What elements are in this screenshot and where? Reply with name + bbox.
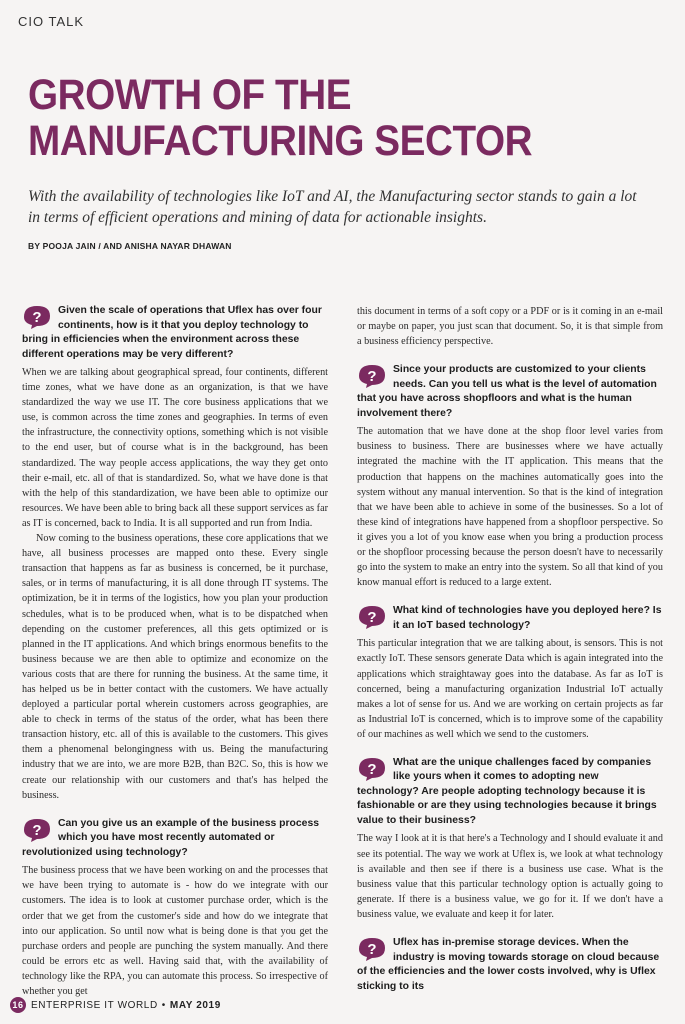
footer-bullet: •	[161, 999, 166, 1011]
question-5	[357, 756, 663, 829]
svg-text:?: ?	[367, 609, 377, 627]
question-1-text: Given the scale of operations that Uflex has over four continents, how is it that you deploy technology to bring in efficiencies when the environment across these different operations may be very different?	[22, 305, 322, 360]
question-mark-icon	[357, 363, 387, 389]
svg-text:?: ?	[367, 760, 377, 778]
answer-1-paragraph-2: Now coming to the business operations, these core applications that we have, all business processes are mapped onto these. Every single transaction that happens as far as business is concerned, be it purchase, sales, or in terms of manufacturing, it is all done through IT systems. The optimization, be it in terms of the logistics, how you plan your production schedules, what is to be produced when, what is to be dispatched when depending on the customer preferences, all this gets optimized or is planned in the IT applications. And which brings enormous benefits to the business because we are then able to optimize and economize on the various costs that are there for running the business. At the same time, it has helped us be in better contact with the customers. We have actually deployed a particular portal wherein customers across geographies, are able to check in terms of the status of the order, what has been there transaction history, etc. all of this is available to the customers. This gives them a phenomenal belongingness with us. Being the manufacturing industry that we are into, we are more B2B, than B2C. So, this is how we create our relationship with our customers and that's has helped the business.	[22, 533, 328, 801]
question-2	[22, 817, 328, 861]
question-3-text: Since your products are customized to your clients needs. Can you tell us what is the level of automation that you have across shopfloors and what is the human involvement there?	[357, 364, 657, 419]
question-3	[357, 363, 663, 421]
question-6	[357, 936, 663, 994]
answer-5: The way I look at it is that here's a Technology and I should evaluate it and see its potential. The way we work at Uflex is, we look at what technology is available and then see if there is a business use case. What is the business value that this particular technology option is actually going to generate. If there is a business value, we go for it. If we don't have a business value, we evaluate and keep it for later.	[357, 833, 663, 920]
answer-2-continued: this document in terms of a soft copy or a PDF or is it coming in an e-mail or maybe on paper, you just scan that document. So, it is that simple from a business efficiency perspective.	[357, 306, 663, 348]
question-6-text: Uflex has in-premise storage devices. When the industry is moving towards storage on cloud because of the efficiencies and the lower costs involved, why is Uflex sticking to its	[357, 937, 660, 992]
article-byline: BY POOJA JAIN / AND ANISHA NAYAR DHAWAN	[28, 241, 232, 251]
article-headline: GROWTH OF THE MANUFACTURING SECTOR	[28, 71, 533, 165]
question-5-text: What are the unique challenges faced by companies like yours when it comes to adopting new technology? Are people adopting technology because it is fashionable or are they using technologies because it brings value to their business?	[357, 756, 657, 826]
svg-text:?: ?	[32, 309, 42, 326]
section-label: CIO TALK	[18, 14, 85, 29]
question-1	[22, 304, 328, 362]
page-footer	[10, 997, 221, 1013]
left-column	[22, 304, 328, 1009]
question-mark-icon	[357, 756, 387, 782]
answer-1-paragraph-1: When we are talking about geographical spread, four continents, different time zones, what we have done as an organization, is that we have standardized the way we use IT. The core business applications that we use, is common across the time zones and geographies. In terms of even the infrastructure, the connectivity options, something which is not visible to the end user, but of course what is in the background, has been standardized. The way people access applications, the way they get onto their e-mail, etc. all of that is standardized. So, what we have done is that with the help of this standardization, we have been able to optimize our resources. We have been able to bring back all these support services as far as IT is concerned, back to India. It is all supported and run from India.	[22, 367, 328, 529]
question-mark-icon	[22, 817, 52, 843]
question-4	[357, 604, 663, 633]
svg-text:?: ?	[32, 821, 42, 839]
page-number: 16	[10, 997, 26, 1013]
answer-2: The business process that we have been working on and the processes that we have been trying to automate is - how do we integrate with our customers. The idea is to look at customer purchase order, which is the order that we get from the customer's side and how do we integrate that into our application. So until now what is being done is that you get the purchase orders and people are punching the system manually. And there could be errors etc as well. Having said that, with the availability of technology like the RPA, you can automate this process. So irrespective of whether you get	[22, 865, 328, 997]
article-standfirst: With the availability of technologies like IoT and AI, the Manufacturing sector stands to gain a lot in terms of efficient operations and mining of data for actionable insights.	[28, 188, 637, 226]
answer-3: The automation that we have done at the shop floor level varies from business to business. There are businesses where we have actually integrated the machine with the IT application. This means that the production that happens on the machines automatically goes into the system without any manual intervention. So that is the kind of integration that we have been able to achieve in some of the businesses. So a lot of these kind of integrations have happened from a shopfloor perspective. So it gives you a lot of you know ease when you bring a production process or the shopfloor processing because the person doesn't have to necessarily go into the system to make an entry into the system. So all that kind of you know manual effort is reduced to a large extent.	[357, 426, 663, 589]
answer-4: This particular integration that we are talking about, is sensors. This is not exactly IoT. These sensors generate Data which is again integrated into the applications which straightaway goes into the database. As far as IoT is concerned, being a manufacturing organization Industrial IoT actually makes a lot of sense for us. And we are working on certain projects as far as Industrial IoT is concerned, which is to improve some of the capability of our machines as well which we send to the customers.	[357, 638, 663, 740]
question-2-text: Can you give us an example of the business process which you have most recently automated or revolutionized using technology?	[22, 817, 320, 858]
publication-name: ENTERPRISE IT WORLD	[31, 999, 158, 1011]
issue-date: MAY 2019	[169, 999, 221, 1011]
right-column	[357, 304, 663, 997]
question-mark-icon	[22, 304, 52, 330]
question-mark-icon	[357, 604, 387, 630]
svg-text:?: ?	[367, 368, 377, 386]
question-4-text: What kind of technologies have you deployed here? Is it an IoT based technology?	[393, 605, 662, 631]
question-mark-icon	[357, 936, 387, 962]
svg-text:?: ?	[367, 941, 377, 959]
